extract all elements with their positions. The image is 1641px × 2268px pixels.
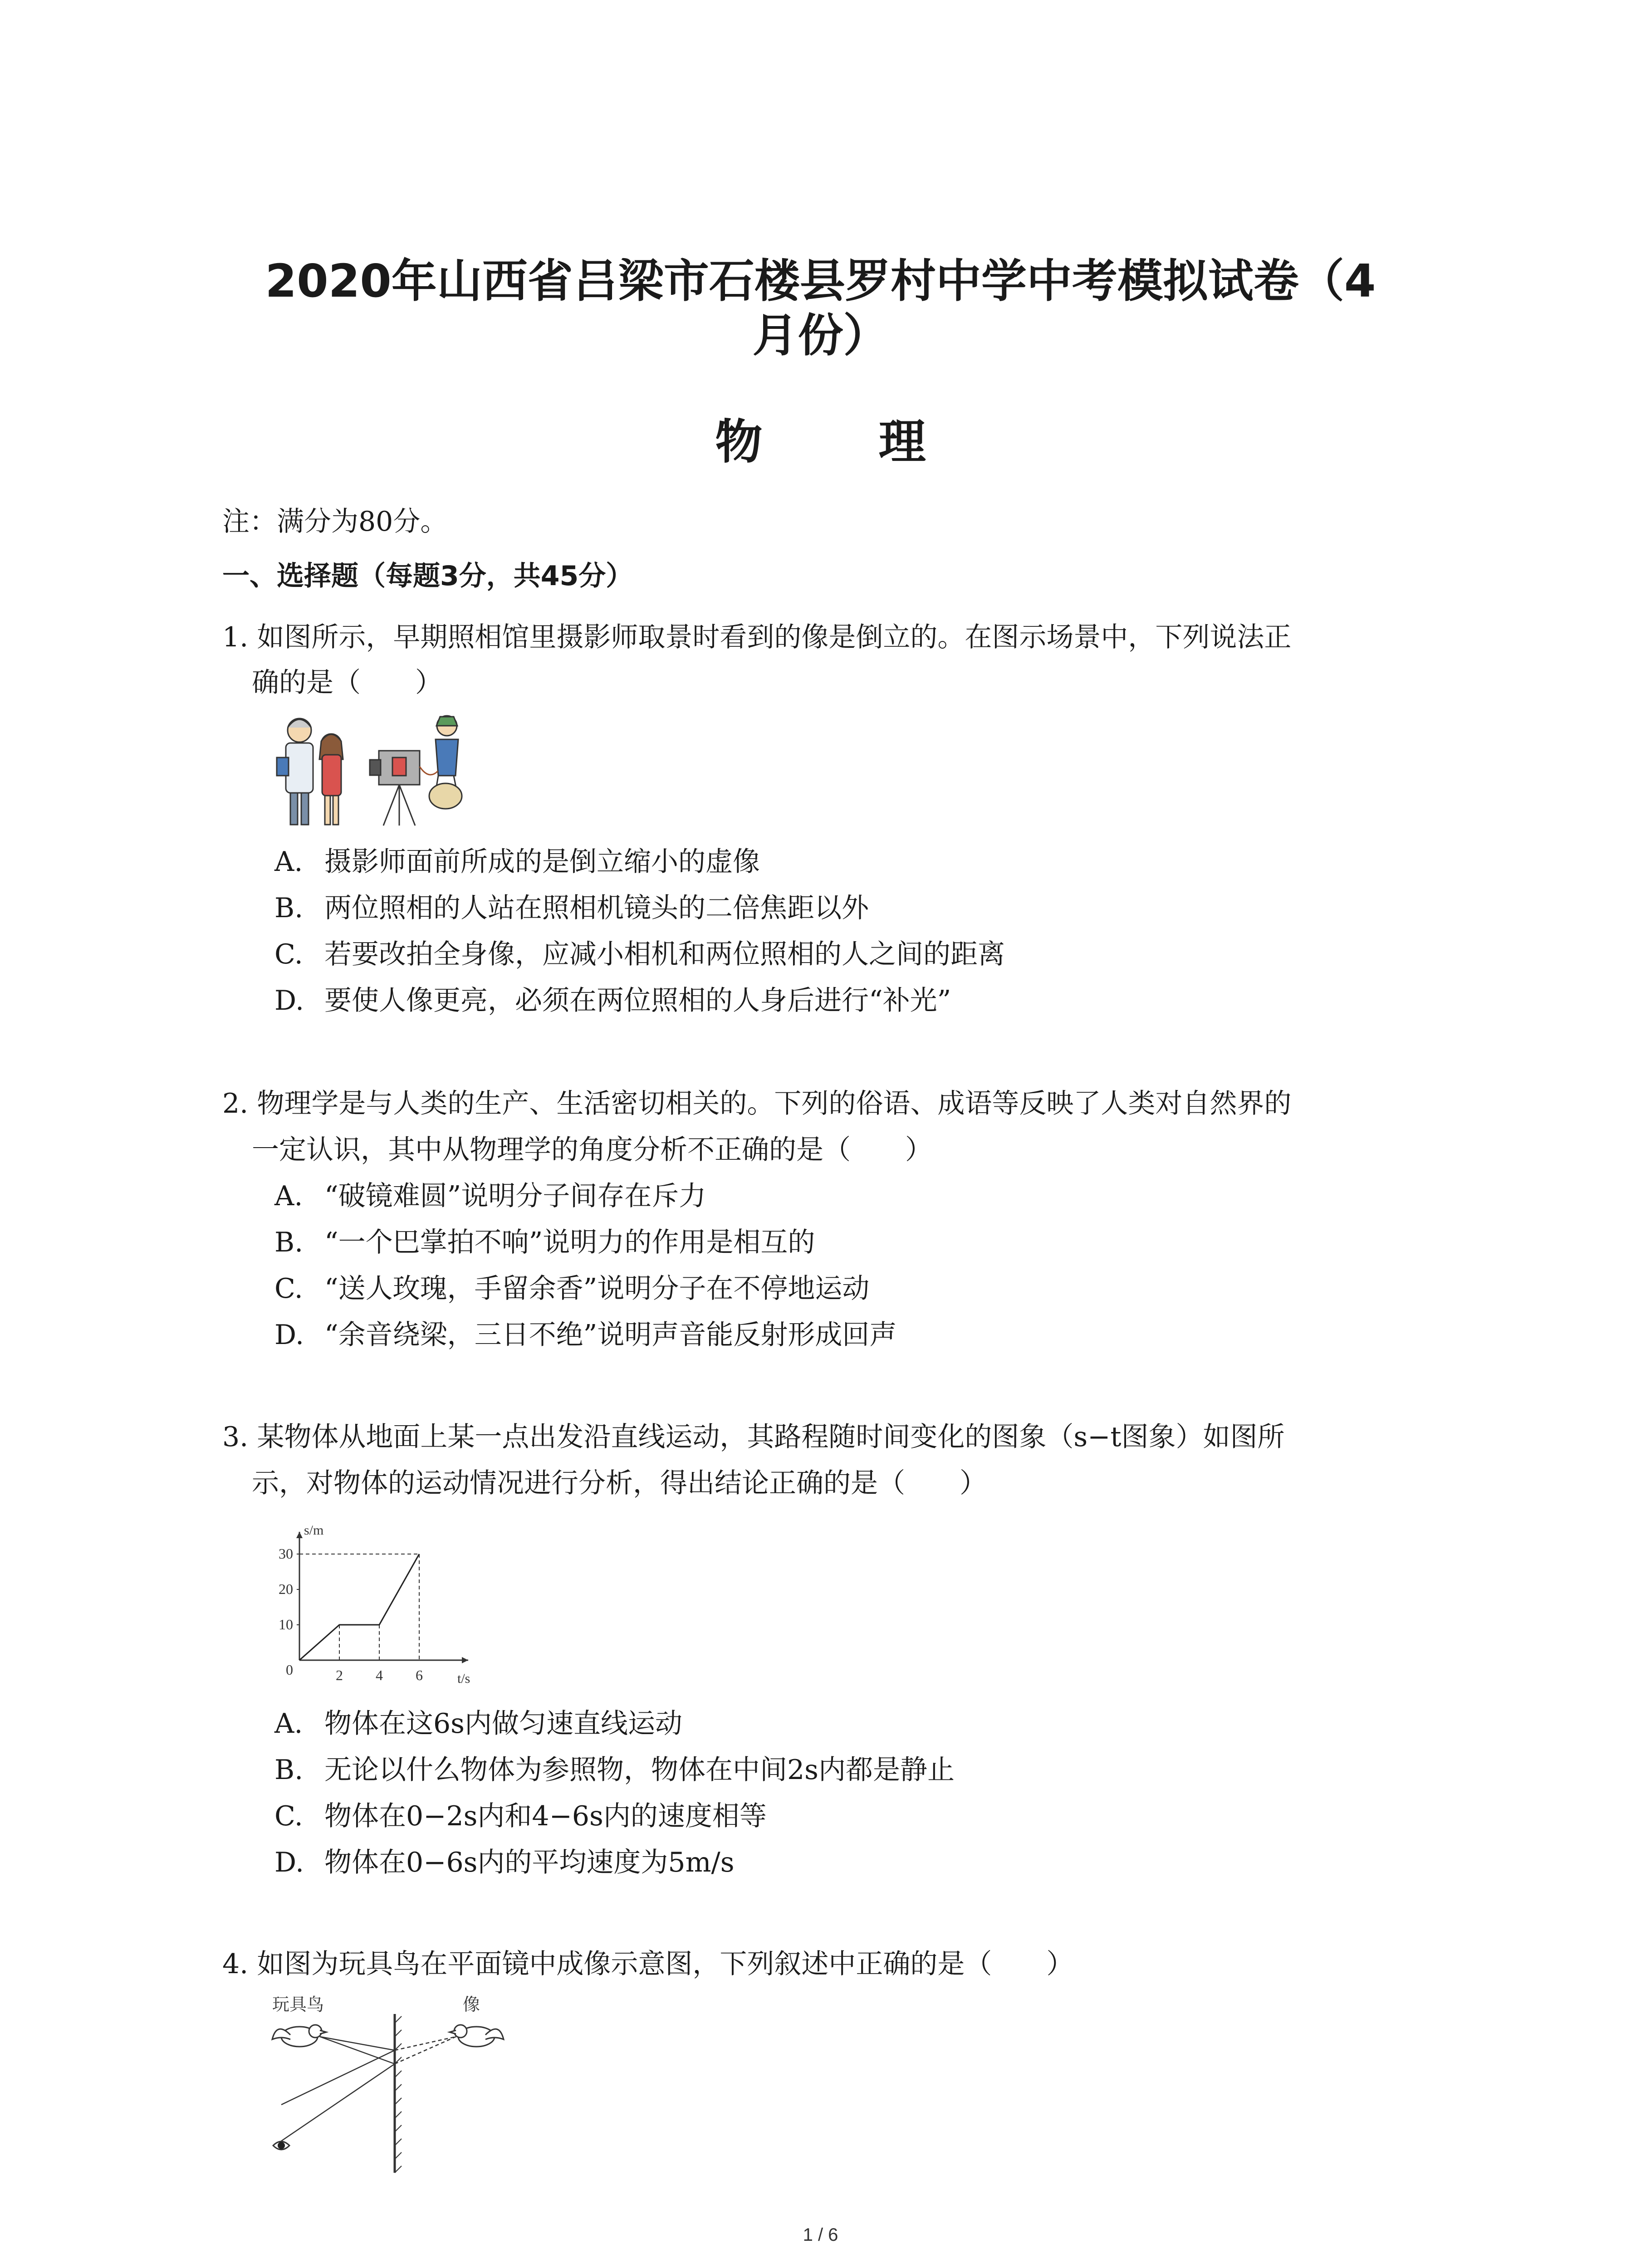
option-label: D. bbox=[274, 1319, 304, 1351]
q1-option-b[interactable] bbox=[274, 890, 869, 926]
option-label: C. bbox=[274, 1273, 303, 1305]
q1-stem-line1: 1. 如图所示，早期照相馆里摄影师取景时看到的像是倒立的。在图示场景中，下列说法正 bbox=[222, 621, 1292, 653]
option-label: A. bbox=[274, 846, 303, 878]
option-text: 物体在这6s内做匀速直线运动 bbox=[324, 1708, 682, 1740]
x-tick-label: 2 bbox=[336, 1667, 343, 1683]
subject-heading: 物 理 bbox=[715, 414, 976, 469]
option-label: B. bbox=[274, 892, 304, 924]
eye-icon bbox=[273, 2141, 289, 2150]
light-rays bbox=[281, 2037, 456, 2141]
x-tick-label: 4 bbox=[376, 1667, 383, 1683]
option-label: D. bbox=[274, 1847, 304, 1878]
q1-option-d[interactable] bbox=[274, 982, 951, 1019]
st-series-line bbox=[299, 1554, 419, 1660]
y-tick-label: 30 bbox=[279, 1545, 293, 1562]
toy-bird-icon bbox=[272, 2025, 326, 2047]
option-text: “一个巴掌拍不响”说明力的作用是相互的 bbox=[324, 1227, 815, 1258]
q3-stem-line2: 示，对物体的运动情况进行分析，得出结论正确的是（ ） bbox=[252, 1467, 987, 1499]
st-graph bbox=[263, 1510, 472, 1701]
section-heading: 一、选择题（每题3分，共45分） bbox=[222, 560, 633, 592]
photographer-figure bbox=[268, 708, 476, 839]
q1-stem-line2: 确的是（ ） bbox=[252, 667, 442, 699]
q3-option-d[interactable] bbox=[274, 1844, 735, 1881]
option-label: C. bbox=[274, 938, 303, 970]
option-text: 要使人像更亮，必须在两位照相的人身后进行“补光” bbox=[324, 985, 951, 1017]
option-text: “送人玫瑰，手留余香”说明分子在不停地运动 bbox=[324, 1273, 870, 1305]
option-text: 物体在0−2s内和4−6s内的速度相等 bbox=[324, 1800, 767, 1832]
q3-stem-line1: 3. 某物体从地面上某一点出发沿直线运动，其路程随时间变化的图象（s−t图象）如图所 bbox=[222, 1421, 1285, 1453]
option-label: A. bbox=[274, 1708, 303, 1740]
option-text: 若要改拍全身像，应减小相机和两位照相的人之间的距离 bbox=[324, 938, 1005, 970]
paper-title-line1: 2020年山西省吕梁市石楼县罗村中学中考模拟试卷（4 bbox=[265, 254, 1376, 308]
q2-option-d[interactable] bbox=[274, 1317, 896, 1353]
x-tick-label: 6 bbox=[416, 1667, 423, 1683]
q2-option-a[interactable] bbox=[274, 1178, 706, 1214]
option-label: B. bbox=[274, 1754, 304, 1786]
q2-stem-line2: 一定认识，其中从物理学的角度分析不正确的是（ ） bbox=[252, 1134, 932, 1166]
mirror-figure bbox=[263, 1991, 517, 2182]
y-tick-label: 0 bbox=[286, 1662, 293, 1678]
q2-stem-line1: 2. 物理学是与人类的生产、生活密切相关的。下列的俗语、成语等反映了人类对自然界的 bbox=[222, 1088, 1292, 1119]
x-axis-unit: t/s bbox=[457, 1671, 470, 1686]
bird-label: 玩具鸟 bbox=[272, 1995, 324, 2014]
y-axis-arrow bbox=[296, 1532, 303, 1538]
y-tick-label: 10 bbox=[279, 1616, 293, 1633]
paper-title-line2: 月份） bbox=[752, 309, 889, 362]
option-text: “破镜难圆”说明分子间存在斥力 bbox=[324, 1180, 706, 1212]
q1-option-c[interactable] bbox=[274, 936, 1005, 973]
image-label: 像 bbox=[463, 1995, 480, 2014]
option-text: 无论以什么物体为参照物，物体在中间2s内都是静止 bbox=[324, 1754, 955, 1786]
q2-option-b[interactable] bbox=[274, 1224, 815, 1261]
y-axis-unit: s/m bbox=[304, 1523, 324, 1538]
page-number: 1 / 6 bbox=[803, 2225, 838, 2245]
q3-option-c[interactable] bbox=[274, 1798, 767, 1834]
image-bird-icon bbox=[450, 2025, 504, 2047]
x-axis-arrow bbox=[462, 1657, 468, 1663]
q4-stem-line1: 4. 如图为玩具鸟在平面镜中成像示意图，下列叙述中正确的是（ ） bbox=[222, 1948, 1074, 1980]
q2-option-c[interactable] bbox=[274, 1271, 869, 1307]
q3-option-a[interactable] bbox=[274, 1706, 682, 1742]
y-tick-label: 20 bbox=[279, 1581, 293, 1597]
score-note: 注：满分为80分。 bbox=[222, 506, 448, 538]
q1-option-a[interactable] bbox=[274, 844, 760, 880]
option-label: D. bbox=[274, 985, 304, 1017]
option-text: “余音绕梁，三日不绝”说明声音能反射形成回声 bbox=[324, 1319, 897, 1351]
option-text: 物体在0−6s内的平均速度为5m/s bbox=[324, 1847, 735, 1878]
option-label: C. bbox=[274, 1800, 303, 1832]
q3-option-b[interactable] bbox=[274, 1752, 955, 1788]
option-text: 两位照相的人站在照相机镜头的二倍焦距以外 bbox=[324, 892, 869, 924]
option-label: A. bbox=[274, 1180, 303, 1212]
option-label: B. bbox=[274, 1227, 304, 1258]
option-text: 摄影师面前所成的是倒立缩小的虚像 bbox=[324, 846, 760, 878]
